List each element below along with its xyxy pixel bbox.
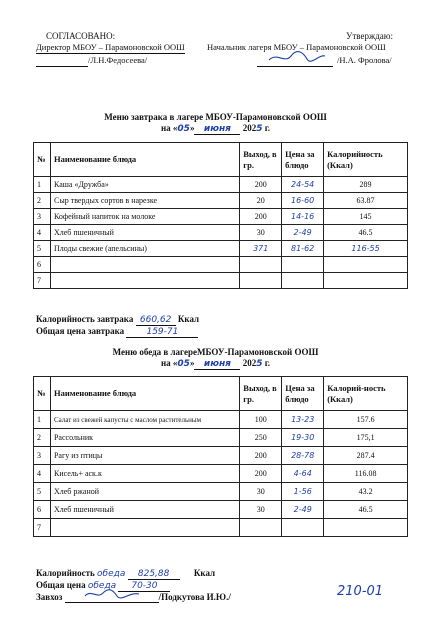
row-number: 2 <box>34 429 51 447</box>
dish-name: Кофейный напиток на молоке <box>50 209 239 225</box>
year-digit: 5 <box>256 124 263 134</box>
row-number: 5 <box>34 241 51 257</box>
dish-price <box>282 519 324 537</box>
dish-calories <box>324 273 408 289</box>
dish-output: 371 <box>240 241 282 257</box>
director-name: /Л.Н.Федосеева/ <box>88 55 148 65</box>
dish-name <box>50 273 239 289</box>
row-number: 1 <box>34 177 51 193</box>
col-price: Цена за блюдо <box>282 143 324 177</box>
dish-name: Каша «Дружба» <box>50 177 239 193</box>
dish-output: 200 <box>240 465 282 483</box>
date-month: июня <box>194 124 240 135</box>
table-row <box>34 241 408 257</box>
dish-price <box>282 257 324 273</box>
dish-price: 28-78 <box>282 447 324 465</box>
row-number: 7 <box>34 273 51 289</box>
dish-price: 24-54 <box>282 177 324 193</box>
dish-output: 250 <box>240 429 282 447</box>
col-number: № <box>34 143 51 177</box>
table-row <box>34 209 408 225</box>
dish-price: 19-30 <box>282 429 324 447</box>
table-row <box>34 411 408 429</box>
table-row <box>34 193 408 209</box>
dish-price: 4-64 <box>282 465 324 483</box>
col-output: Выход, в гр. <box>240 377 282 411</box>
dish-name: Рагу из птицы <box>50 447 239 465</box>
dish-name: Хлеб пшеничный <box>50 501 239 519</box>
dish-price: 16-60 <box>282 193 324 209</box>
dish-calories: 289 <box>324 177 408 193</box>
calorie-value: 825,88 <box>128 569 180 580</box>
col-calories: Калорийность (Ккал) <box>324 143 408 177</box>
table-row <box>34 501 408 519</box>
table-row <box>34 465 408 483</box>
dish-calories: 157.6 <box>324 411 408 429</box>
manager-signature <box>65 592 159 603</box>
col-dish: Наименование блюда <box>50 377 239 411</box>
approval-title-left: СОГЛАСОВАНО: <box>46 31 116 41</box>
approval-sign-left <box>36 56 147 67</box>
row-number: 7 <box>34 519 51 537</box>
col-number: № <box>34 377 51 411</box>
year-suffix: г. <box>262 123 271 133</box>
dish-calories: 175,1 <box>324 429 408 447</box>
dish-calories: 63.87 <box>324 193 408 209</box>
year-digit: 5 <box>256 359 263 369</box>
row-number: 1 <box>34 411 51 429</box>
row-number: 3 <box>34 447 51 465</box>
dish-price: 14-16 <box>282 209 324 225</box>
dish-name: Хлеб ржаной <box>50 483 239 501</box>
signature-line-left <box>36 56 88 67</box>
dish-calories: 145 <box>324 209 408 225</box>
dish-calories: 116.08 <box>324 465 408 483</box>
table-row <box>34 273 408 289</box>
dish-price: 2-49 <box>282 225 324 241</box>
date-month: июня <box>194 359 240 370</box>
price-label: Общая цена <box>36 580 86 590</box>
dish-calories: 43.2 <box>324 483 408 501</box>
dish-calories: 46.5 <box>324 501 408 519</box>
date-mid: » <box>189 123 195 133</box>
director-role: Директор МБОУ – Парамоновской ООШ <box>36 42 185 52</box>
dish-price: 13-23 <box>282 411 324 429</box>
lunch-table <box>33 376 408 537</box>
date-prefix: на « <box>160 123 178 133</box>
table-row <box>34 483 408 501</box>
dish-output <box>240 257 282 273</box>
calorie-unit: Ккал <box>193 568 216 578</box>
calorie-unit: Ккал <box>177 314 200 324</box>
row-number: 2 <box>34 193 51 209</box>
dish-name: Кисель+ аск.к <box>50 465 239 483</box>
dish-name: Рассольник <box>50 429 239 447</box>
row-number: 6 <box>34 257 51 273</box>
dish-output: 30 <box>240 501 282 519</box>
manager-name: /Подкутова И.Ю./ <box>158 592 231 602</box>
dish-output: 200 <box>240 209 282 225</box>
price-hw-label: обеда <box>87 581 117 591</box>
dish-output: 200 <box>240 447 282 465</box>
table-row <box>34 447 408 465</box>
dish-output <box>240 519 282 537</box>
dish-output <box>240 273 282 289</box>
approver-name: /Н.А. Фролова/ <box>337 55 392 65</box>
dish-calories <box>324 257 408 273</box>
stamp-number: 210-01 <box>337 584 384 599</box>
dish-calories: 287.4 <box>324 447 408 465</box>
col-dish: Наименование блюда <box>50 143 239 177</box>
dish-output: 30 <box>240 483 282 501</box>
breakfast-table <box>33 142 408 289</box>
row-number: 3 <box>34 209 51 225</box>
breakfast-price-total <box>36 326 198 338</box>
dish-calories: 46.5 <box>324 225 408 241</box>
approval-role-left <box>36 43 185 54</box>
dish-output: 200 <box>240 177 282 193</box>
dish-name: Салат из свежей капусты с маслом растительным <box>50 411 239 429</box>
col-calories: Калорий-ность (Ккал) <box>324 377 408 411</box>
dish-calories <box>324 519 408 537</box>
dish-name: Плоды свежие (апельсины) <box>50 241 239 257</box>
breakfast-header-row <box>34 143 408 177</box>
calorie-value: 660,62 <box>136 315 176 326</box>
lunch-title: Меню обеда в лагереМБОУ-Парамоновской ООШ <box>112 347 319 357</box>
manager-label: Завхоз <box>36 592 63 602</box>
dish-calories: 116-55 <box>324 241 408 257</box>
price-value: 70-30 <box>118 581 170 592</box>
calorie-hw-label: обеда <box>97 569 126 579</box>
row-number: 5 <box>34 483 51 501</box>
dish-price: 81-62 <box>282 241 324 257</box>
table-row <box>34 257 408 273</box>
approval-title-right: Утверждаю: <box>346 31 394 41</box>
dish-output: 20 <box>240 193 282 209</box>
date-day: 05 <box>177 124 190 134</box>
table-row <box>34 177 408 193</box>
table-row <box>34 519 408 537</box>
year-prefix: 202 <box>242 123 257 133</box>
row-number: 4 <box>34 225 51 241</box>
col-output: Выход, в гр. <box>240 143 282 177</box>
dish-output: 100 <box>240 411 282 429</box>
table-row <box>34 429 408 447</box>
row-number: 6 <box>34 501 51 519</box>
lunch-header-row <box>34 377 408 411</box>
year-suffix: г. <box>262 358 271 368</box>
manager-signature-line <box>36 592 231 603</box>
lunch-date <box>0 358 431 370</box>
price-label: Общая цена завтрака <box>36 326 125 336</box>
year-prefix: 202 <box>242 358 257 368</box>
dish-name: Хлеб пшеничный <box>50 225 239 241</box>
lunch-calorie-total <box>36 568 215 580</box>
signature-right-mark <box>267 50 327 64</box>
calorie-label: Калорийность <box>36 568 95 578</box>
date-day: 05 <box>177 359 190 369</box>
approval-role-right: Начальник лагеря МБОУ – Парамоновской ООШ <box>207 42 386 52</box>
dish-price: 1-56 <box>282 483 324 501</box>
dish-output: 30 <box>240 225 282 241</box>
dish-price: 2-49 <box>282 501 324 519</box>
dish-name: Сыр твердых сортов в нарезке <box>50 193 239 209</box>
signature-manager-mark <box>83 587 143 601</box>
dish-name <box>50 257 239 273</box>
date-mid: » <box>189 358 195 368</box>
dish-price <box>282 273 324 289</box>
breakfast-calorie-total <box>36 314 199 326</box>
calorie-label: Калорийность завтрака <box>36 314 134 324</box>
col-price: Цена за блюдо <box>282 377 324 411</box>
date-prefix: на « <box>160 358 178 368</box>
breakfast-title: Меню завтрака в лагере МБОУ-Парамоновской ООШ <box>104 112 327 122</box>
table-row <box>34 225 408 241</box>
signature-line-right <box>257 56 333 67</box>
breakfast-date <box>0 123 431 135</box>
dish-name <box>50 519 239 537</box>
row-number: 4 <box>34 465 51 483</box>
price-value: 159-71 <box>126 327 198 338</box>
